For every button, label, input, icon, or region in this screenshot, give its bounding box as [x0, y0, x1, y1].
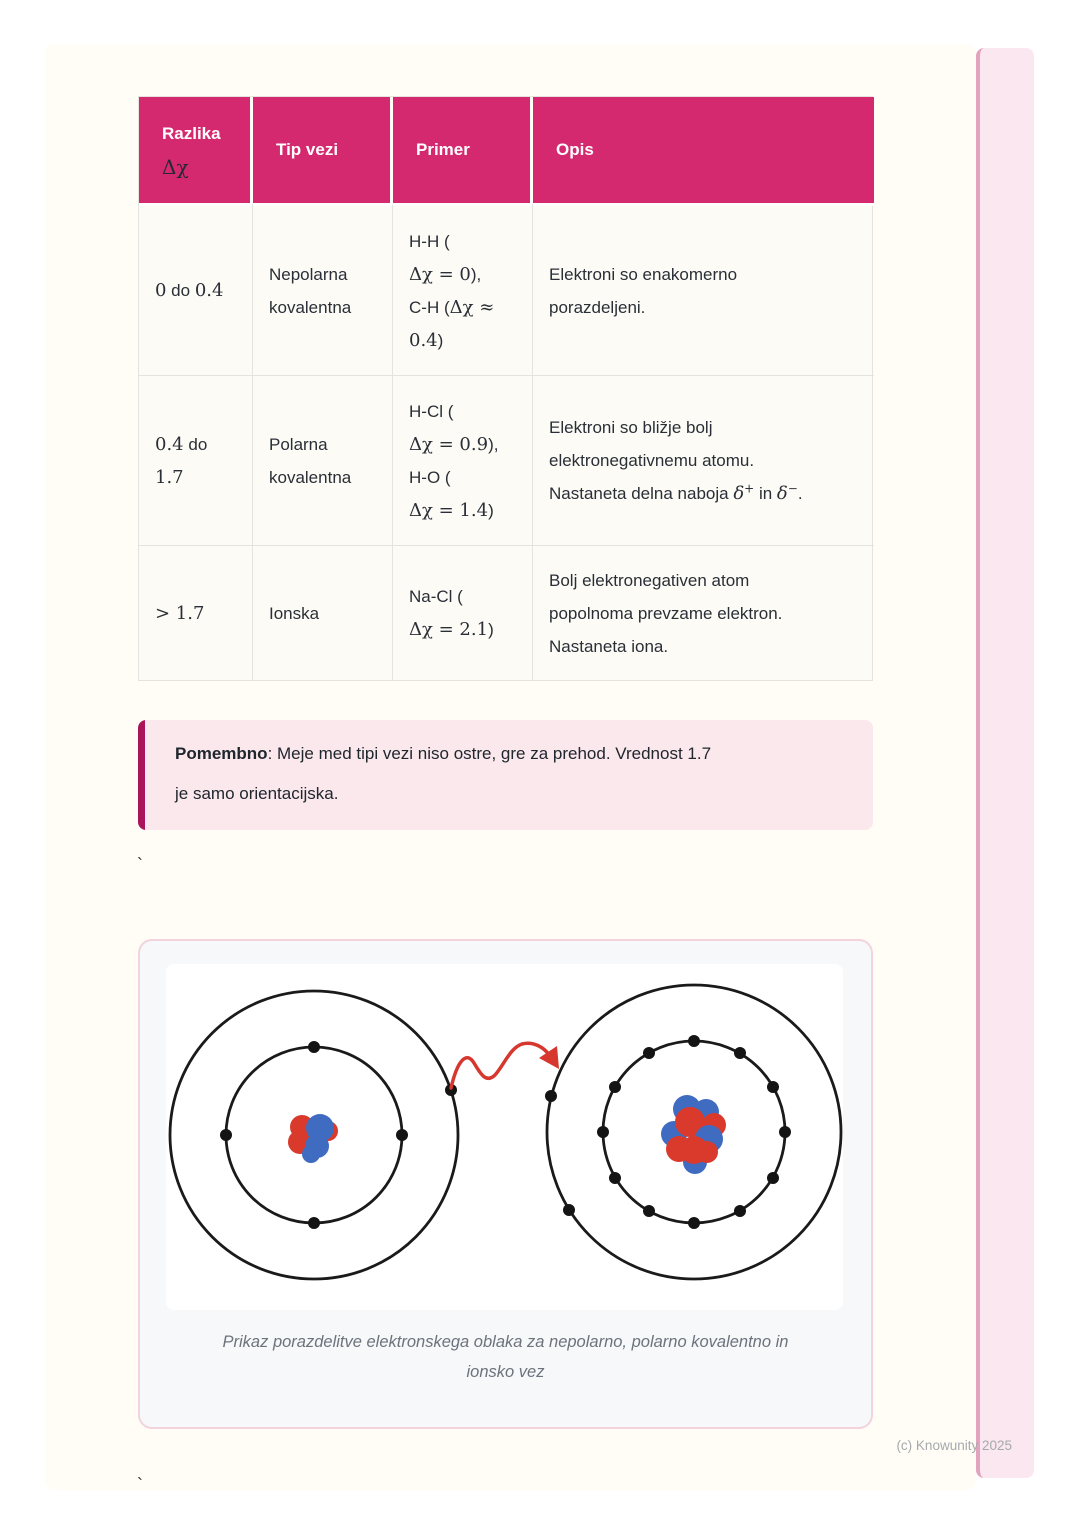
figure-caption: Prikaz porazdelitve elektronskega oblaka za nepolarno, polarno kovalentno in ionsko vez: [222, 1333, 789, 1381]
header-razlika-label: Razlika: [162, 123, 221, 143]
cell-type-row2: Polarna kovalentna: [253, 375, 393, 545]
table-header-razlika: [139, 97, 253, 203]
table-header-opis: Opis: [533, 97, 874, 203]
stray-backtick-top: `: [137, 855, 143, 875]
bond-type-table: [138, 96, 873, 681]
atom-diagram-svg: [166, 964, 843, 1310]
stray-backtick-bottom: `: [137, 1475, 143, 1495]
copyright-text: (c) Knowunity 2025: [896, 1438, 1012, 1453]
note-text: Pomembno: Meje med tipi vezi niso ostre, gre za prehod. Vrednost 1.7 je samo orientacijska.: [175, 744, 712, 803]
table-header-primer: Primer: [393, 97, 533, 203]
cell-primer-row2: H-Cl ( Δχ = 0.9), H-O ( Δχ = 1.4): [393, 375, 533, 545]
important-note-box: [138, 720, 873, 830]
cell-opis-row3: Bolj elektronegativen atom popolnoma prevzame elektron. Nastaneta iona.: [533, 545, 874, 680]
header-delta-chi-symbol: Δχ: [162, 154, 189, 179]
cell-primer-row1: H-H ( Δχ = 0), C-H (Δχ ≈ 0.4): [393, 203, 533, 375]
cell-opis-row1: Elektroni so enakomerno porazdeljeni.: [533, 203, 874, 375]
cell-range-row1: 0 do 0.4: [139, 203, 253, 375]
cell-range-row2: 0.4 do 1.7: [139, 375, 253, 545]
cell-type-row3: Ionska: [253, 545, 393, 680]
note-accent-bar: [138, 720, 145, 830]
table-header-tip-vezi: Tip vezi: [253, 97, 393, 203]
cell-type-row1: Nepolarna kovalentna: [253, 203, 393, 375]
cell-opis-row2: Elektroni so bližje bolj elektronegativnemu atomu. Nastaneta delna naboja δ+ in δ−.: [533, 375, 874, 545]
next-page-preview[interactable]: [976, 48, 1034, 1478]
cell-range-row3: > 1.7: [139, 545, 253, 680]
cell-primer-row3: Na-Cl ( Δχ = 2.1): [393, 545, 533, 680]
document-page: [45, 44, 976, 1495]
